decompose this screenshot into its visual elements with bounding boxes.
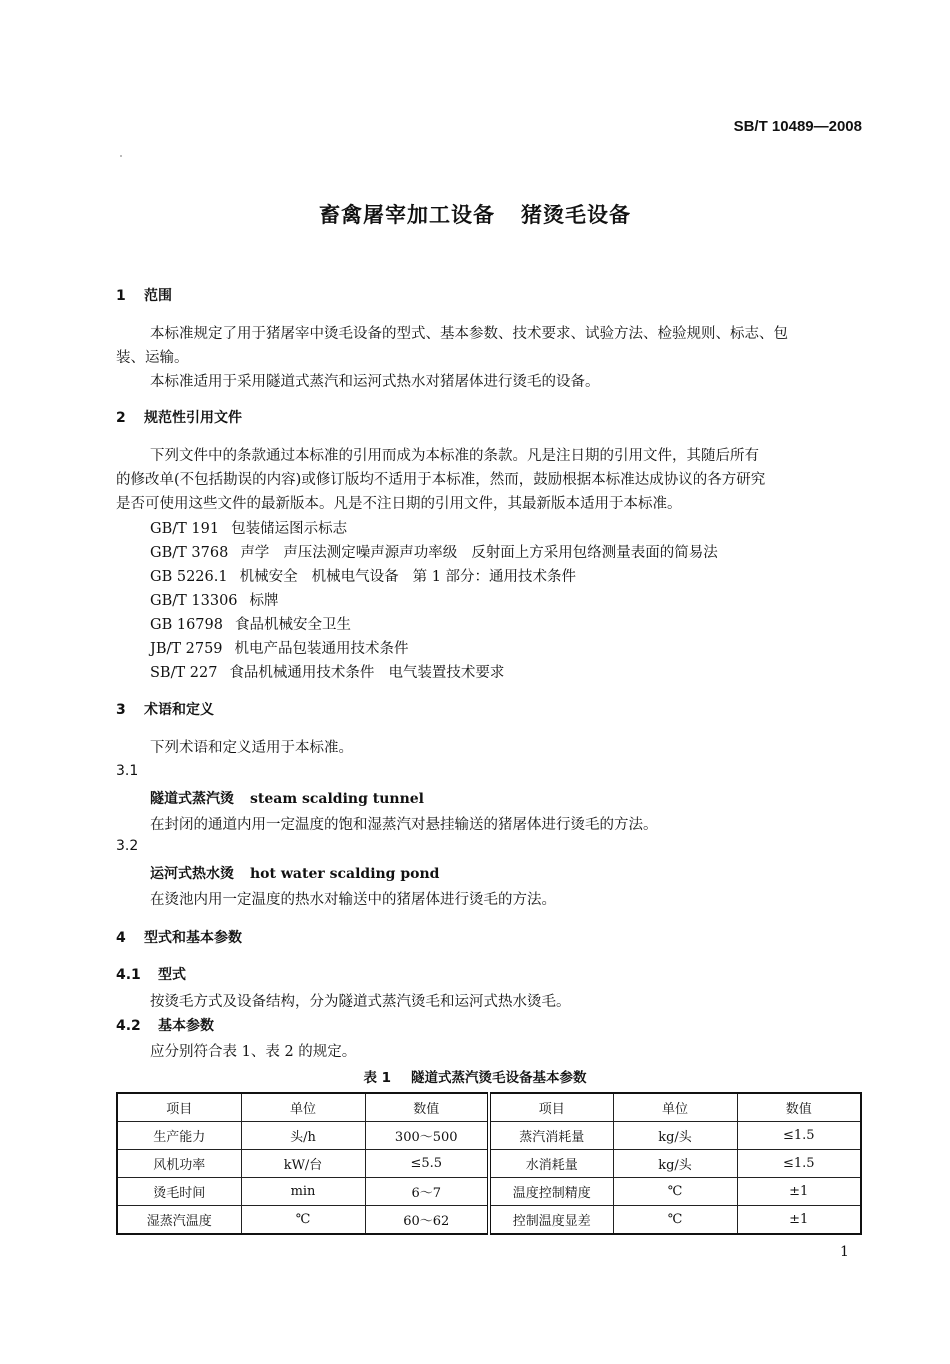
title-part-2: 猪烫毛设备 [521, 203, 631, 227]
clause-number: 3.1 [116, 763, 139, 779]
clause-4-2-heading: 4.2 基本参数 [116, 1018, 214, 1034]
section-1-paragraph-2: 本标准适用于采用隧道式蒸汽和运河式热水对猪屠体进行烫毛的设备。 [150, 374, 600, 390]
column-header: 数值 [737, 1093, 861, 1122]
table-cell: kg/头 [613, 1150, 737, 1178]
column-header: 单位 [613, 1093, 737, 1122]
column-header: 数值 [365, 1093, 489, 1122]
table-cell: ±1 [737, 1206, 861, 1235]
table-row [117, 1150, 861, 1178]
section-3-intro: 下列术语和定义适用于本标准。 [150, 740, 353, 756]
table-cell: kg/头 [613, 1122, 737, 1150]
normative-reference-item: GB 5226.1 机械安全 机械电气设备 第 1 部分：通用技术条件 [150, 569, 577, 585]
table-cell: 60～62 [365, 1206, 489, 1235]
table-row [117, 1178, 861, 1206]
table-cell: 头/h [241, 1122, 365, 1150]
standard-code: SB/T 10489—2008 [733, 118, 862, 135]
section-1-paragraph-1-line-2: 装、运输。 [116, 350, 189, 366]
term-definition: 在烫池内用一定温度的热水对输送中的猪屠体进行烫毛的方法。 [150, 892, 556, 908]
table-cell: 温度控制精度 [489, 1178, 613, 1206]
table-row [117, 1206, 861, 1235]
table-cell: ℃ [613, 1206, 737, 1235]
table-cell: kW/台 [241, 1150, 365, 1178]
table-cell: min [241, 1178, 365, 1206]
scan-speck [120, 155, 122, 157]
column-header: 项目 [117, 1093, 241, 1122]
normative-reference-item: GB/T 191 包装储运图示标志 [150, 521, 348, 537]
page-number: 1 [840, 1244, 849, 1260]
clause-4-1-text: 按烫毛方式及设备结构，分为隧道式蒸汽烫毛和运河式热水烫毛。 [150, 994, 571, 1010]
section-2-paragraph-line-2: 的修改单(不包括勘误的内容)或修订版均不适用于本标准，然而，鼓励根据本标准达成协议的各方研究 [116, 472, 766, 488]
term-entry: 运河式热水烫 hot water scalding pond [150, 866, 440, 882]
table-cell: 蒸汽消耗量 [489, 1122, 613, 1150]
table-cell: 300～500 [365, 1122, 489, 1150]
table-cell: 生产能力 [117, 1122, 241, 1150]
normative-reference-item: GB 16798 食品机械安全卫生 [150, 617, 351, 633]
table-cell: 6～7 [365, 1178, 489, 1206]
section-3-heading: 3 术语和定义 [116, 702, 214, 718]
section-2-paragraph-line-3: 是否可使用这些文件的最新版本。凡是不注日期的引用文件，其最新版本适用于本标准。 [116, 496, 682, 512]
normative-reference-item: GB/T 3768 声学 声压法测定噪声源声功率级 反射面上方采用包络测量表面的简易法 [150, 545, 718, 561]
normative-reference-item: JB/T 2759 机电产品包装通用技术条件 [150, 641, 409, 657]
table-cell: ≤1.5 [737, 1122, 861, 1150]
table-1-caption: 表 1 隧道式蒸汽烫毛设备基本参数 [363, 1070, 587, 1086]
table-header-row [117, 1093, 861, 1122]
term-definition: 在封闭的通道内用一定温度的饱和湿蒸汽对悬挂输送的猪屠体进行烫毛的方法。 [150, 817, 658, 833]
clause-number: 3.2 [116, 838, 139, 854]
clause-4-2-text: 应分别符合表 1、表 2 的规定。 [150, 1044, 357, 1060]
table-cell: ≤1.5 [737, 1150, 861, 1178]
table-cell: 风机功率 [117, 1150, 241, 1178]
normative-reference-item: GB/T 13306 标牌 [150, 593, 279, 609]
section-2-paragraph-line-1: 下列文件中的条款通过本标准的引用而成为本标准的条款。凡是注日期的引用文件，其随后所有 [150, 448, 759, 464]
section-1-paragraph-1-line-1: 本标准规定了用于猪屠宰中烫毛设备的型式、基本参数、技术要求、试验方法、检验规则、标志、包 [150, 326, 788, 342]
section-2-heading: 2 规范性引用文件 [116, 410, 242, 426]
table-row [117, 1122, 861, 1150]
term-entry: 隧道式蒸汽烫 steam scalding tunnel [150, 791, 424, 807]
table-cell: ℃ [241, 1206, 365, 1235]
clause-4-1-heading: 4.1 型式 [116, 967, 186, 983]
table-cell: 水消耗量 [489, 1150, 613, 1178]
page-title [0, 199, 950, 229]
table-cell: 控制温度显差 [489, 1206, 613, 1235]
normative-reference-item: SB/T 227 食品机械通用技术条件 电气装置技术要求 [150, 665, 505, 681]
parameters-table [116, 1092, 862, 1235]
section-1-heading: 1 范围 [116, 288, 172, 304]
table-cell: ±1 [737, 1178, 861, 1206]
section-4-heading: 4 型式和基本参数 [116, 930, 242, 946]
table-cell: 湿蒸汽温度 [117, 1206, 241, 1235]
table-cell: ℃ [613, 1178, 737, 1206]
table-cell: ≤5.5 [365, 1150, 489, 1178]
column-header: 单位 [241, 1093, 365, 1122]
column-header: 项目 [489, 1093, 613, 1122]
table-cell: 烫毛时间 [117, 1178, 241, 1206]
title-part-1: 畜禽屠宰加工设备 [319, 203, 495, 227]
